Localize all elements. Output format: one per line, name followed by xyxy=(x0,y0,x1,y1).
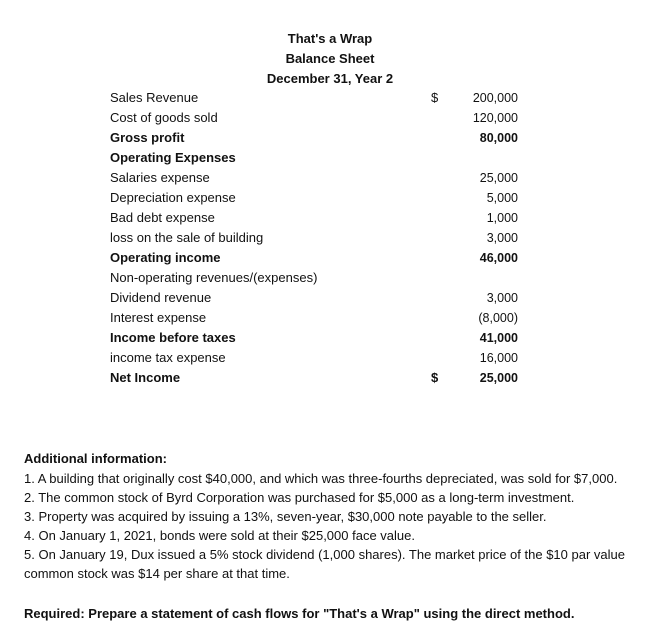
info-item: 1. A building that originally cost $40,000, and which was three-fourths depreciated, was sold for $7,000. xyxy=(24,471,618,486)
company-name: That's a Wrap xyxy=(287,31,373,46)
additional-heading: Additional information: xyxy=(24,451,167,466)
statement-row xyxy=(110,208,530,228)
statement-row xyxy=(110,348,530,368)
statement-row xyxy=(110,328,530,348)
row-label: Salaries expense xyxy=(110,170,210,185)
info-item: 3. Property was acquired by issuing a 13%, seven-year, $30,000 note payable to the seller. xyxy=(24,509,547,524)
row-label: Operating Expenses xyxy=(110,150,236,165)
row-amount: 3,000 xyxy=(486,231,518,245)
row-amount: 41,000 xyxy=(479,331,518,345)
statement-row xyxy=(110,168,530,188)
row-label: Depreciation expense xyxy=(110,190,236,205)
currency-sign: $ xyxy=(431,90,439,105)
row-label: loss on the sale of building xyxy=(110,230,264,245)
row-label: Gross profit xyxy=(110,130,185,145)
row-amount: 3,000 xyxy=(486,291,518,305)
row-amount: 80,000 xyxy=(479,131,518,145)
info-item: 2. The common stock of Byrd Corporation was purchased for $5,000 as a long-term investment. xyxy=(24,490,575,505)
statement-row xyxy=(110,228,530,248)
info-item: 4. On January 1, 2021, bonds were sold at their $25,000 face value. xyxy=(24,528,415,543)
row-amount: 46,000 xyxy=(479,251,518,265)
row-label: Cost of goods sold xyxy=(110,110,218,125)
row-amount: 16,000 xyxy=(479,351,518,365)
row-amount: 25,000 xyxy=(479,371,518,385)
row-label: Income before taxes xyxy=(110,330,236,345)
statement-row xyxy=(110,368,530,388)
statement-row xyxy=(110,108,530,128)
row-amount: (8,000) xyxy=(478,311,518,325)
row-amount: 120,000 xyxy=(472,111,518,125)
row-label: Non-operating revenues/(expenses) xyxy=(110,270,318,285)
row-label: Dividend revenue xyxy=(110,290,212,305)
info-item: 5. On January 19, Dux issued a 5% stock dividend (1,000 shares). The market price of the $10 par value common stock was $14 per share at that time. xyxy=(24,547,625,581)
row-amount: 5,000 xyxy=(486,191,518,205)
row-label: Bad debt expense xyxy=(110,210,215,225)
statement-row xyxy=(110,88,530,108)
statement-row xyxy=(110,248,530,268)
row-label: Operating income xyxy=(110,250,221,265)
currency-sign: $ xyxy=(431,370,439,385)
statement-row xyxy=(110,288,530,308)
statement-date: December 31, Year 2 xyxy=(266,71,394,86)
row-label: income tax expense xyxy=(110,350,226,365)
statement-row xyxy=(110,308,530,328)
statement-row xyxy=(110,268,530,288)
statement-row xyxy=(110,128,530,148)
row-label: Interest expense xyxy=(110,310,207,325)
statement-row xyxy=(110,188,530,208)
row-label: Net Income xyxy=(110,370,181,385)
required-instruction: Required: Prepare a statement of cash flows for "That's a Wrap" using the direct method. xyxy=(24,606,575,621)
row-amount: 25,000 xyxy=(479,171,518,185)
row-amount: 200,000 xyxy=(472,91,518,105)
statement-title: Balance Sheet xyxy=(285,51,375,66)
row-amount: 1,000 xyxy=(486,211,518,225)
statement-row xyxy=(110,148,530,168)
row-label: Sales Revenue xyxy=(110,90,199,105)
